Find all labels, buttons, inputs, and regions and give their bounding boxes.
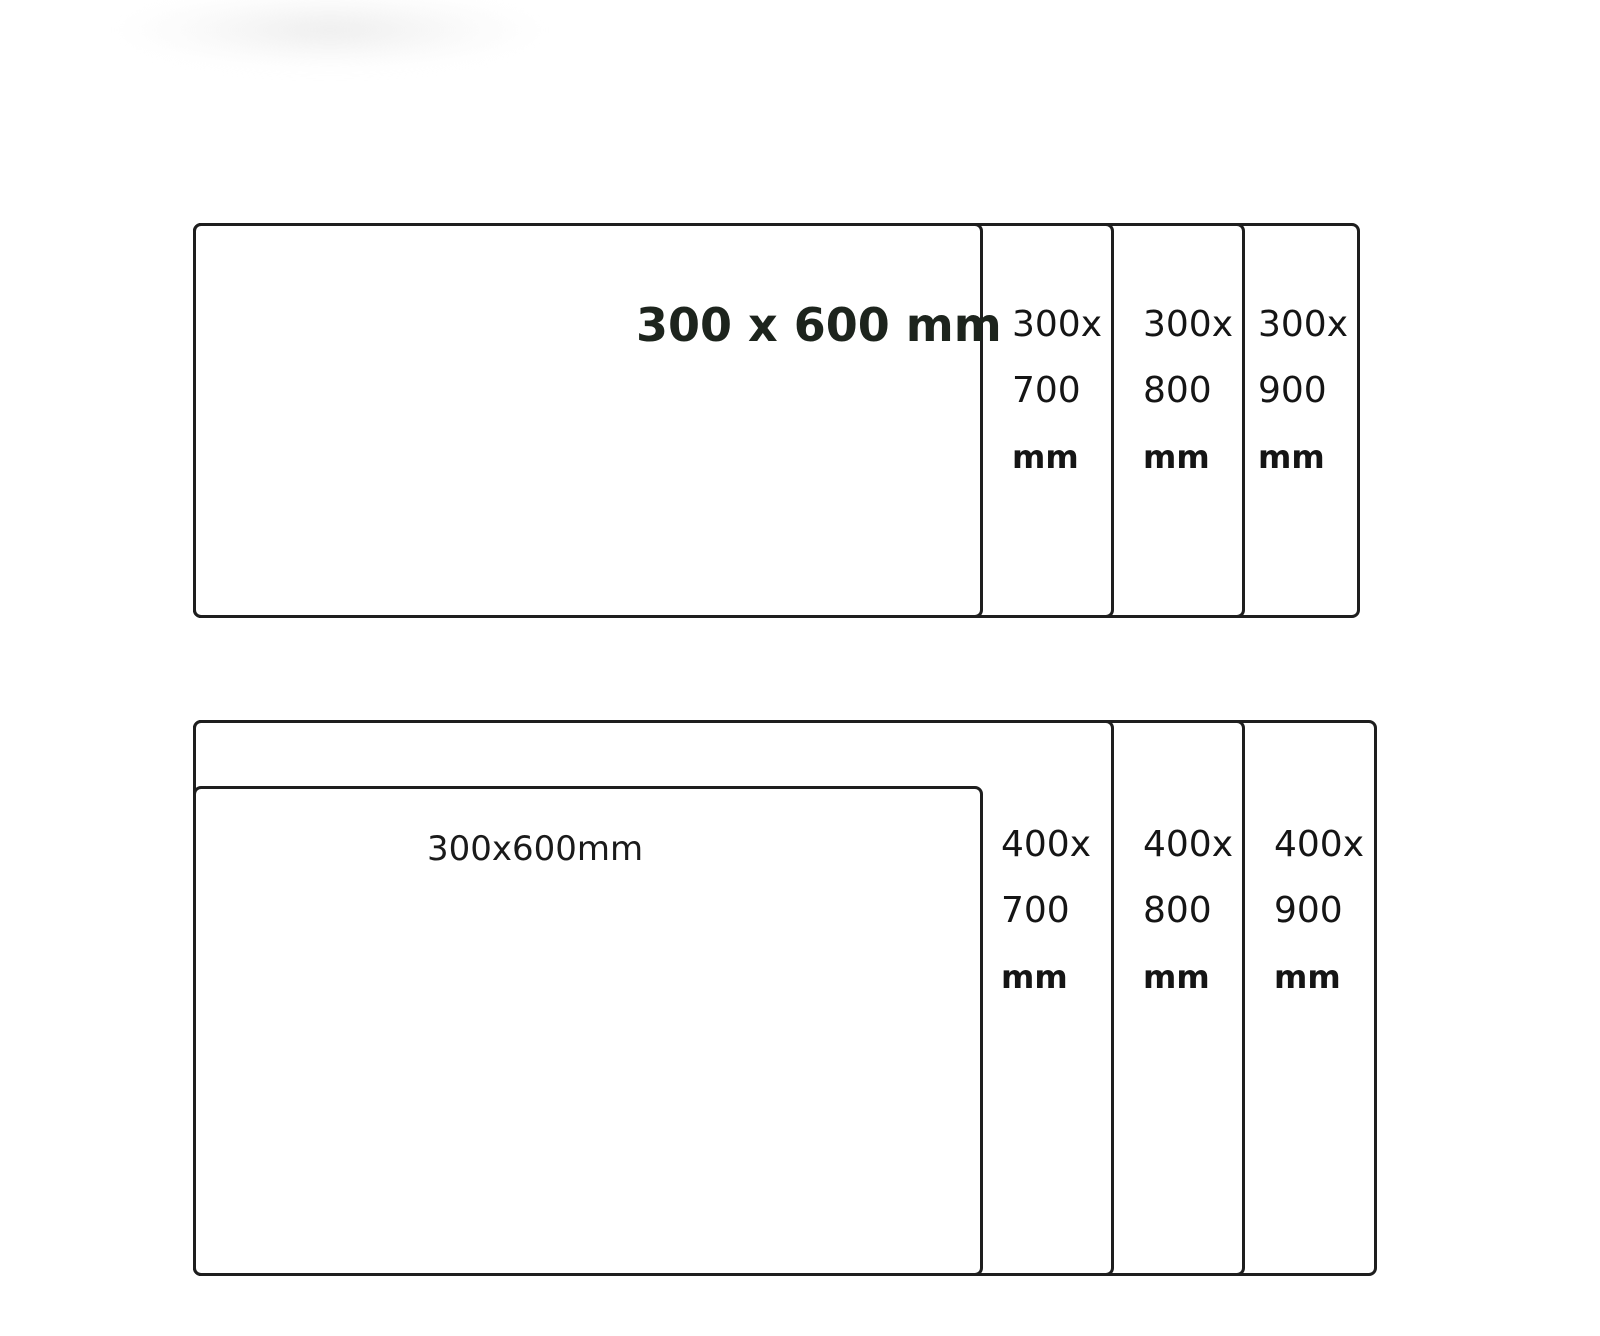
size-unit: mm [1143, 438, 1210, 476]
size-length: 800 [1143, 370, 1212, 411]
bottom-main-size-label: 300x600mm [427, 829, 644, 869]
size-width: 400x [1001, 824, 1092, 865]
size-width: 300x [1143, 304, 1234, 345]
bottom-size-label-700 [1001, 812, 1091, 1010]
size-length: 700 [1001, 890, 1070, 931]
size-unit: mm [1258, 438, 1325, 476]
size-unit: mm [1274, 958, 1341, 996]
top-main-size-label: 300 x 600 mm [636, 298, 1002, 352]
top-size-label-700 [1012, 292, 1102, 490]
top-size-label-800 [1143, 292, 1233, 490]
size-width: 300x [1258, 304, 1349, 345]
size-length: 900 [1258, 370, 1327, 411]
size-length: 800 [1143, 890, 1212, 931]
size-width: 400x [1274, 824, 1365, 865]
size-length: 700 [1012, 370, 1081, 411]
size-width: 400x [1143, 824, 1234, 865]
top-size-label-900 [1258, 292, 1348, 490]
size-length: 900 [1274, 890, 1343, 931]
size-unit: mm [1012, 438, 1079, 476]
size-unit: mm [1001, 958, 1068, 996]
pad-300x600 [193, 223, 983, 618]
bottom-size-label-800 [1143, 812, 1233, 1010]
size-unit: mm [1143, 958, 1210, 996]
bottom-size-label-900 [1274, 812, 1364, 1010]
background-smudge [120, 0, 540, 70]
size-width: 300x [1012, 304, 1103, 345]
